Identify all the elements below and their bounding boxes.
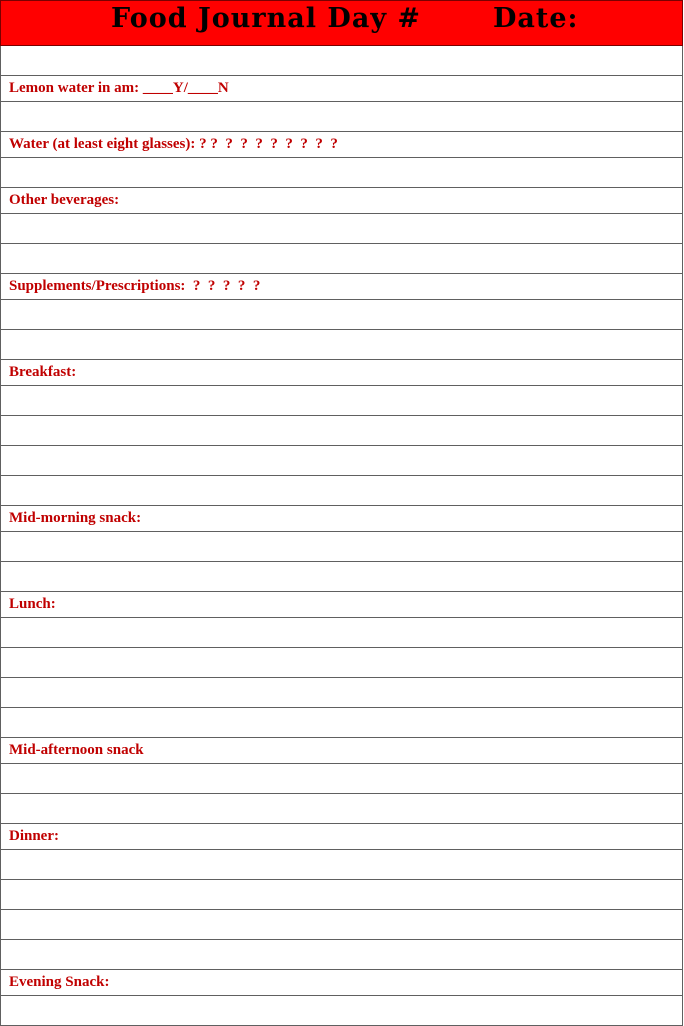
title-bar [0, 0, 683, 46]
journal-day-title: Food Journal Day # [111, 3, 422, 34]
journal-rows [0, 46, 683, 1026]
section-label: Breakfast: [9, 364, 77, 380]
section-label-row[interactable] [0, 738, 683, 764]
blank-entry-row[interactable] [0, 708, 683, 738]
blank-entry-row[interactable] [0, 300, 683, 330]
section-label-row[interactable] [0, 76, 683, 102]
blank-entry-row[interactable] [0, 416, 683, 446]
blank-entry-row[interactable] [0, 850, 683, 880]
blank-entry-row[interactable] [0, 386, 683, 416]
blank-entry-row[interactable] [0, 678, 683, 708]
section-label: Evening Snack: [9, 974, 110, 990]
blank-entry-row[interactable] [0, 880, 683, 910]
date-title: Date: [493, 3, 579, 34]
blank-entry-row[interactable] [0, 910, 683, 940]
section-label-row[interactable] [0, 506, 683, 532]
blank-entry-row[interactable] [0, 996, 683, 1026]
section-label-row[interactable] [0, 360, 683, 386]
blank-entry-row[interactable] [0, 158, 683, 188]
section-label: Supplements/Prescriptions: ? ? ? ? ? [9, 278, 261, 294]
blank-entry-row[interactable] [0, 532, 683, 562]
blank-entry-row[interactable] [0, 764, 683, 794]
blank-entry-row[interactable] [0, 102, 683, 132]
section-label-row[interactable] [0, 824, 683, 850]
section-label-row[interactable] [0, 132, 683, 158]
blank-entry-row[interactable] [0, 214, 683, 244]
section-label-row[interactable] [0, 188, 683, 214]
blank-entry-row[interactable] [0, 46, 683, 76]
blank-entry-row[interactable] [0, 940, 683, 970]
section-label: Mid-morning snack: [9, 510, 142, 526]
section-label: Lunch: [9, 596, 56, 612]
blank-entry-row[interactable] [0, 244, 683, 274]
blank-entry-row[interactable] [0, 618, 683, 648]
blank-entry-row[interactable] [0, 476, 683, 506]
blank-entry-row[interactable] [0, 446, 683, 476]
blank-entry-row[interactable] [0, 562, 683, 592]
section-label-row[interactable] [0, 970, 683, 996]
section-label: Lemon water in am: ____Y/____N [9, 80, 229, 96]
section-label-row[interactable] [0, 592, 683, 618]
section-label: Other beverages: [9, 192, 120, 208]
section-label: Mid-afternoon snack [9, 742, 144, 758]
section-label: Water (at least eight glasses): ? ? ? ? ? ? ? ? ? ? [9, 136, 338, 152]
blank-entry-row[interactable] [0, 794, 683, 824]
blank-entry-row[interactable] [0, 648, 683, 678]
blank-entry-row[interactable] [0, 330, 683, 360]
section-label-row[interactable] [0, 274, 683, 300]
section-label: Dinner: [9, 828, 59, 844]
